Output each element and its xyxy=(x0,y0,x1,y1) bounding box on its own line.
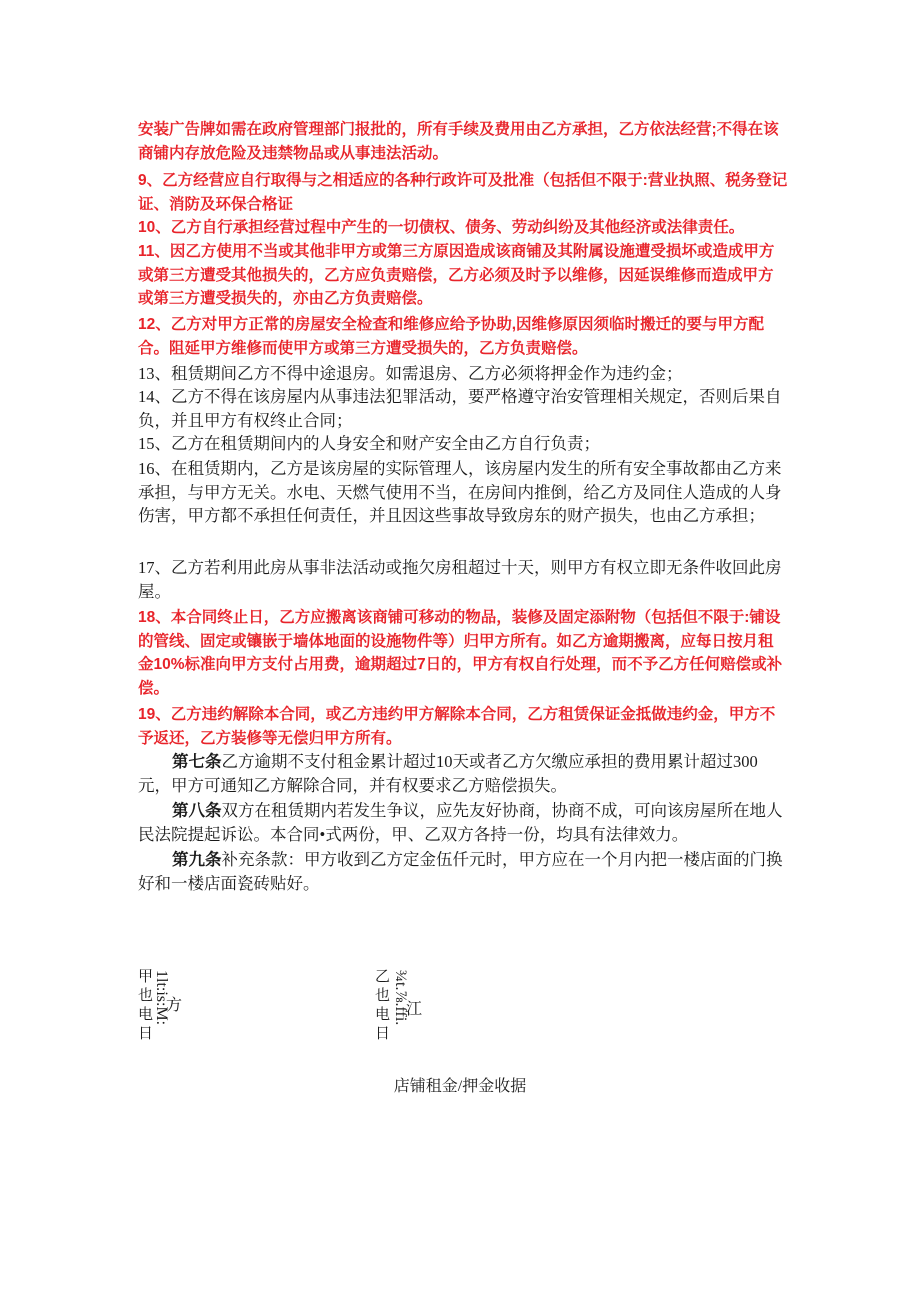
party-a-label: 方 xyxy=(166,997,183,1014)
article-9-heading: 第九条 xyxy=(172,850,222,869)
article-7-body: 乙方逾期不支付租金累计超过10天或者乙方欠缴应承担的费用累计超过300元，甲方可通知乙方解除合同，并有权要求乙方赔偿损失。 xyxy=(138,752,758,795)
clause-18: 18、本合同终止日，乙方应搬离该商铺可移动的物品，装修及固定添附物（包括但不限于:铺设的管线、固定或镶嵌于墙体地面的设施物件等）归甲方所有。如乙方逾期搬离，应每日按月租金10%标准向甲方支付占用费，逾期超过7日的，甲方有权自行处理，而不予乙方任何赔偿或补偿。 xyxy=(138,609,783,697)
article-8 xyxy=(138,799,788,846)
clause-16: 16、在租赁期内，乙方是该房屋的实际管理人，该房屋内发生的所有安全事故都由乙方来承担，与甲方无关。水电、天燃气使用不当，在房间内推倒，给乙方及同住人造成的人身伤害，甲方都不承担任何责任，并且因这些事故导致房东的财产损失，也由乙方承担； xyxy=(138,459,782,525)
clause-15: 15、乙方在租赁期间内的人身安全和财产安全由乙方自行负责； xyxy=(138,434,600,453)
clause-10: 10、乙方自行承担经营过程中产生的一切债权、债务、劳动纠纷及其他经济或法律责任。 xyxy=(138,219,745,236)
clause-8-continuation: 安装广告牌如需在政府管理部门报批的，所有手续及费用由乙方承担，乙方依法经营;不得在该商铺内存放危险及违禁物品或从事违法活动。 xyxy=(138,121,779,162)
article-9 xyxy=(138,848,788,895)
party-b-garbled-text: ¾t.⅞.ffi. xyxy=(392,970,409,1026)
party-b-label: 江 xyxy=(406,1001,423,1018)
article-8-heading: 第八条 xyxy=(172,801,222,820)
article-7-heading: 第七条 xyxy=(172,752,222,771)
article-8-body: 双方在租赁期内若发生争议，应先友好协商，协商不成，可向该房屋所在地人民法院提起诉讼。本合同•式两份，甲、乙双方各持一份，均具有法律效力。 xyxy=(138,801,783,844)
clause-12: 12、乙方对甲方正常的房屋安全检查和维修应给予协助,因维修原因须临时搬迁的要与甲方配合。阻延甲方维修而使甲方或第三方遭受损失的，乙方负责赔偿。 xyxy=(138,316,765,357)
clause-14: 14、乙方不得在该房屋内从事违法犯罪活动，要严格遵守治安管理相关规定，否则后果自负，并且甲方有权终止合同； xyxy=(138,387,782,430)
clause-11: 11、因乙方使用不当或其他非甲方或第三方原因造成该商铺及其附属设施遭受损坏或造成甲方或第三方遭受其他损失的，乙方应负责赔偿，乙方必须及时予以维修，因延误维修而造成甲方或第三方遭受损失的，亦由乙方负责赔偿。 xyxy=(138,243,775,307)
party-a-garbled-text: 1lt:is:M: xyxy=(153,970,170,1026)
clause-17: 17、乙方若利用此房从事非法活动或拖欠房租超过十天，则甲方有权立即无条件收回此房屋。 xyxy=(138,558,782,601)
party-b-label-column: 乙 也 电 日 xyxy=(375,969,391,1042)
article-7 xyxy=(138,750,788,797)
article-9-body: 补充条款：甲方收到乙方定金伍仟元时，甲方应在一个月内把一楼店面的门换好和一楼店面瓷砖贴好。 xyxy=(138,850,783,893)
clause-9: 9、乙方经营应自行取得与之相适应的各种行政许可及批准（包括但不限于:营业执照、税务登记证、消防及环保合格证 xyxy=(138,172,788,213)
clause-19: 19、乙方违约解除本合同，或乙方违约甲方解除本合同，乙方租赁保证金抵做违约金，甲方不予返还，乙方装修等无偿归甲方所有。 xyxy=(138,706,776,747)
party-a-label-column: 甲 也 电 日 xyxy=(138,969,154,1042)
clause-13: 13、租赁期间乙方不得中途退房。如需退房、乙方必须将押金作为违约金； xyxy=(138,364,683,383)
receipt-title: 店铺租金/押金收据 xyxy=(393,1078,527,1095)
